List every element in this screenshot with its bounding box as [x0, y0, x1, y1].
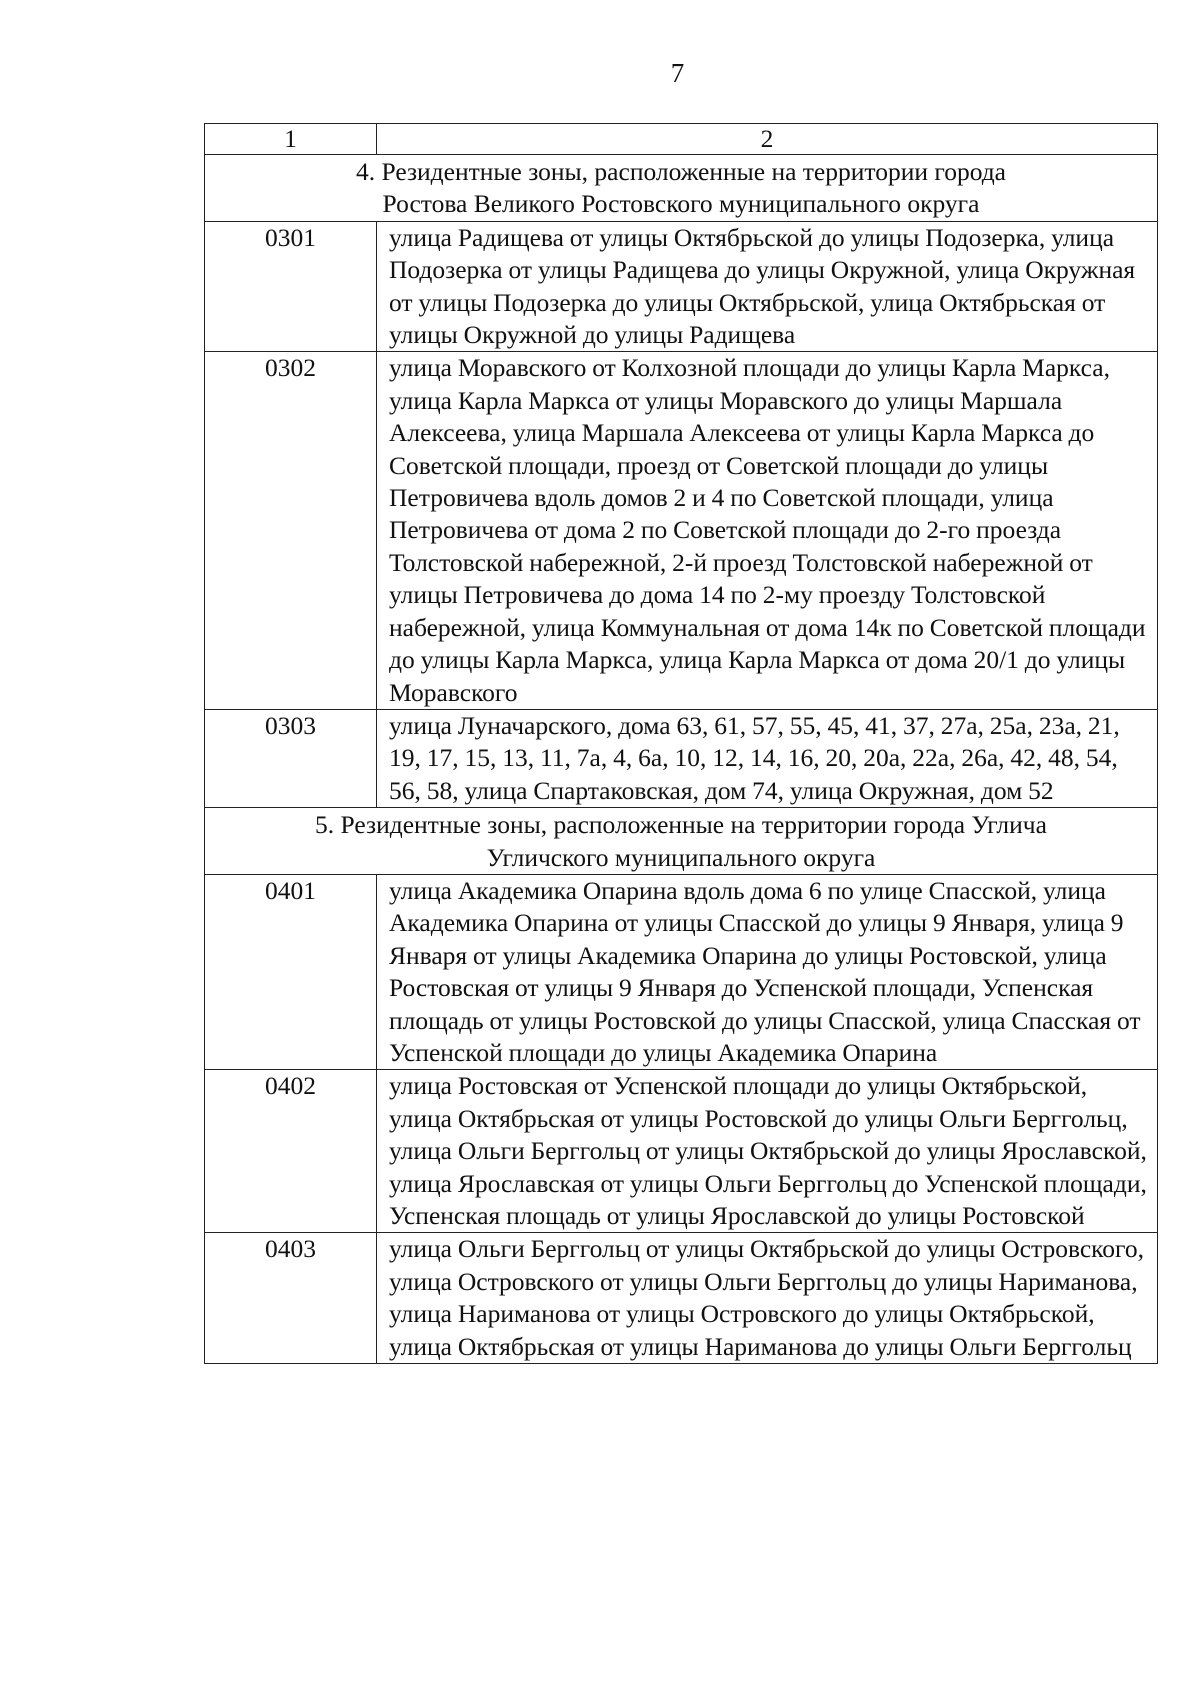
section-row — [205, 155, 1158, 222]
section-row — [205, 808, 1158, 875]
column-header-1: 1 — [205, 124, 377, 155]
section-title-uglich: 5. Резидентные зоны, расположенные на территории города Углича Угличского муниципального округа — [205, 808, 1158, 875]
zone-description: улица Ольги Берггольц от улицы Октябрьской до улицы Островского, улица Островского от улицы Ольги Берггольц до улицы Нариманова, улица Нариманова от улицы Островского до улицы Октябрьской, улица Октябрьская от улицы Нариманова до улицы Ольги Берггольц — [377, 1233, 1158, 1364]
table-row — [205, 709, 1158, 807]
column-header-2: 2 — [377, 124, 1158, 155]
zone-description: улица Академика Опарина вдоль дома 6 по улице Спасской, улица Академика Опарина от улицы Спасской до улицы 9 Января, улица 9 Января от улицы Академика Опарина до улицы Ростовской, улица Ростовская от улицы 9 Января до Успенской площади, Успенская площадь от улицы Ростовской до улицы Спасской, улица Спасская от Успенской площади до улицы Академика Опарина — [377, 874, 1158, 1069]
zone-description: улица Ростовская от Успенской площади до улицы Октябрьской, улица Октябрьская от улицы Ростовской до улицы Ольги Берггольц, улица Ольги Берггольц от улицы Октябрьской до улицы Ярославской, улица Ярославская от улицы Ольги Берггольц до Успенской площади, Успенская площадь от улицы Ярославской до улицы Ростовской — [377, 1070, 1158, 1233]
page-number: 7 — [670, 58, 685, 88]
zone-code: 0302 — [205, 352, 377, 709]
zone-description: улица Моравского от Колхозной площади до улицы Карла Маркса, улица Карла Маркса от улицы Моравского до улицы Маршала Алексеева, улица Маршала Алексеева от улицы Карла Маркса до Советской площади, проезд от Советской площади до улицы Петровичева вдоль домов 2 и 4 по Советской площади, улица Петровичева от дома 2 по Советской площади до 2-го проезда Толстовской набережной, 2-й проезд Толстовской набережной от улицы Петровичева до дома 14 по 2-му проезду Толстовской набережной, улица Коммунальная от дома 14к по Советской площади до улицы Карла Маркса, улица Карла Маркса от дома 20/1 до улицы Моравского — [377, 352, 1158, 709]
section-title-rostov: 4. Резидентные зоны, расположенные на территории города Ростова Великого Ростовского муниципального округа — [205, 155, 1158, 222]
zone-code: 0401 — [205, 874, 377, 1069]
table-row — [205, 352, 1158, 709]
table-header-row — [205, 124, 1158, 155]
table-row — [205, 1233, 1158, 1364]
table-row — [205, 221, 1158, 352]
zone-description: улица Радищева от улицы Октябрьской до улицы Подозерка, улица Подозерка от улицы Радищева до улицы Окружной, улица Окружная от улицы Подозерка до улицы Октябрьской, улица Октябрьская от улицы Окружной до улицы Радищева — [377, 221, 1158, 352]
table-row — [205, 874, 1158, 1069]
zone-description: улица Луначарского, дома 63, 61, 57, 55, 45, 41, 37, 27а, 25а, 23а, 21, 19, 17, 15, 13, 11, 7а, 4, 6а, 10, 12, 14, 16, 20, 20а, 22а, 26а, 42, 48, 54, 56, 58, улица Спартаковская, дом 74, улица Окружная, дом 52 — [377, 709, 1158, 807]
zone-code: 0303 — [205, 709, 377, 807]
table-row — [205, 1070, 1158, 1233]
zone-code: 0301 — [205, 221, 377, 352]
zone-code: 0403 — [205, 1233, 377, 1364]
zone-code: 0402 — [205, 1070, 377, 1233]
resident-zones-table — [204, 123, 1158, 1364]
